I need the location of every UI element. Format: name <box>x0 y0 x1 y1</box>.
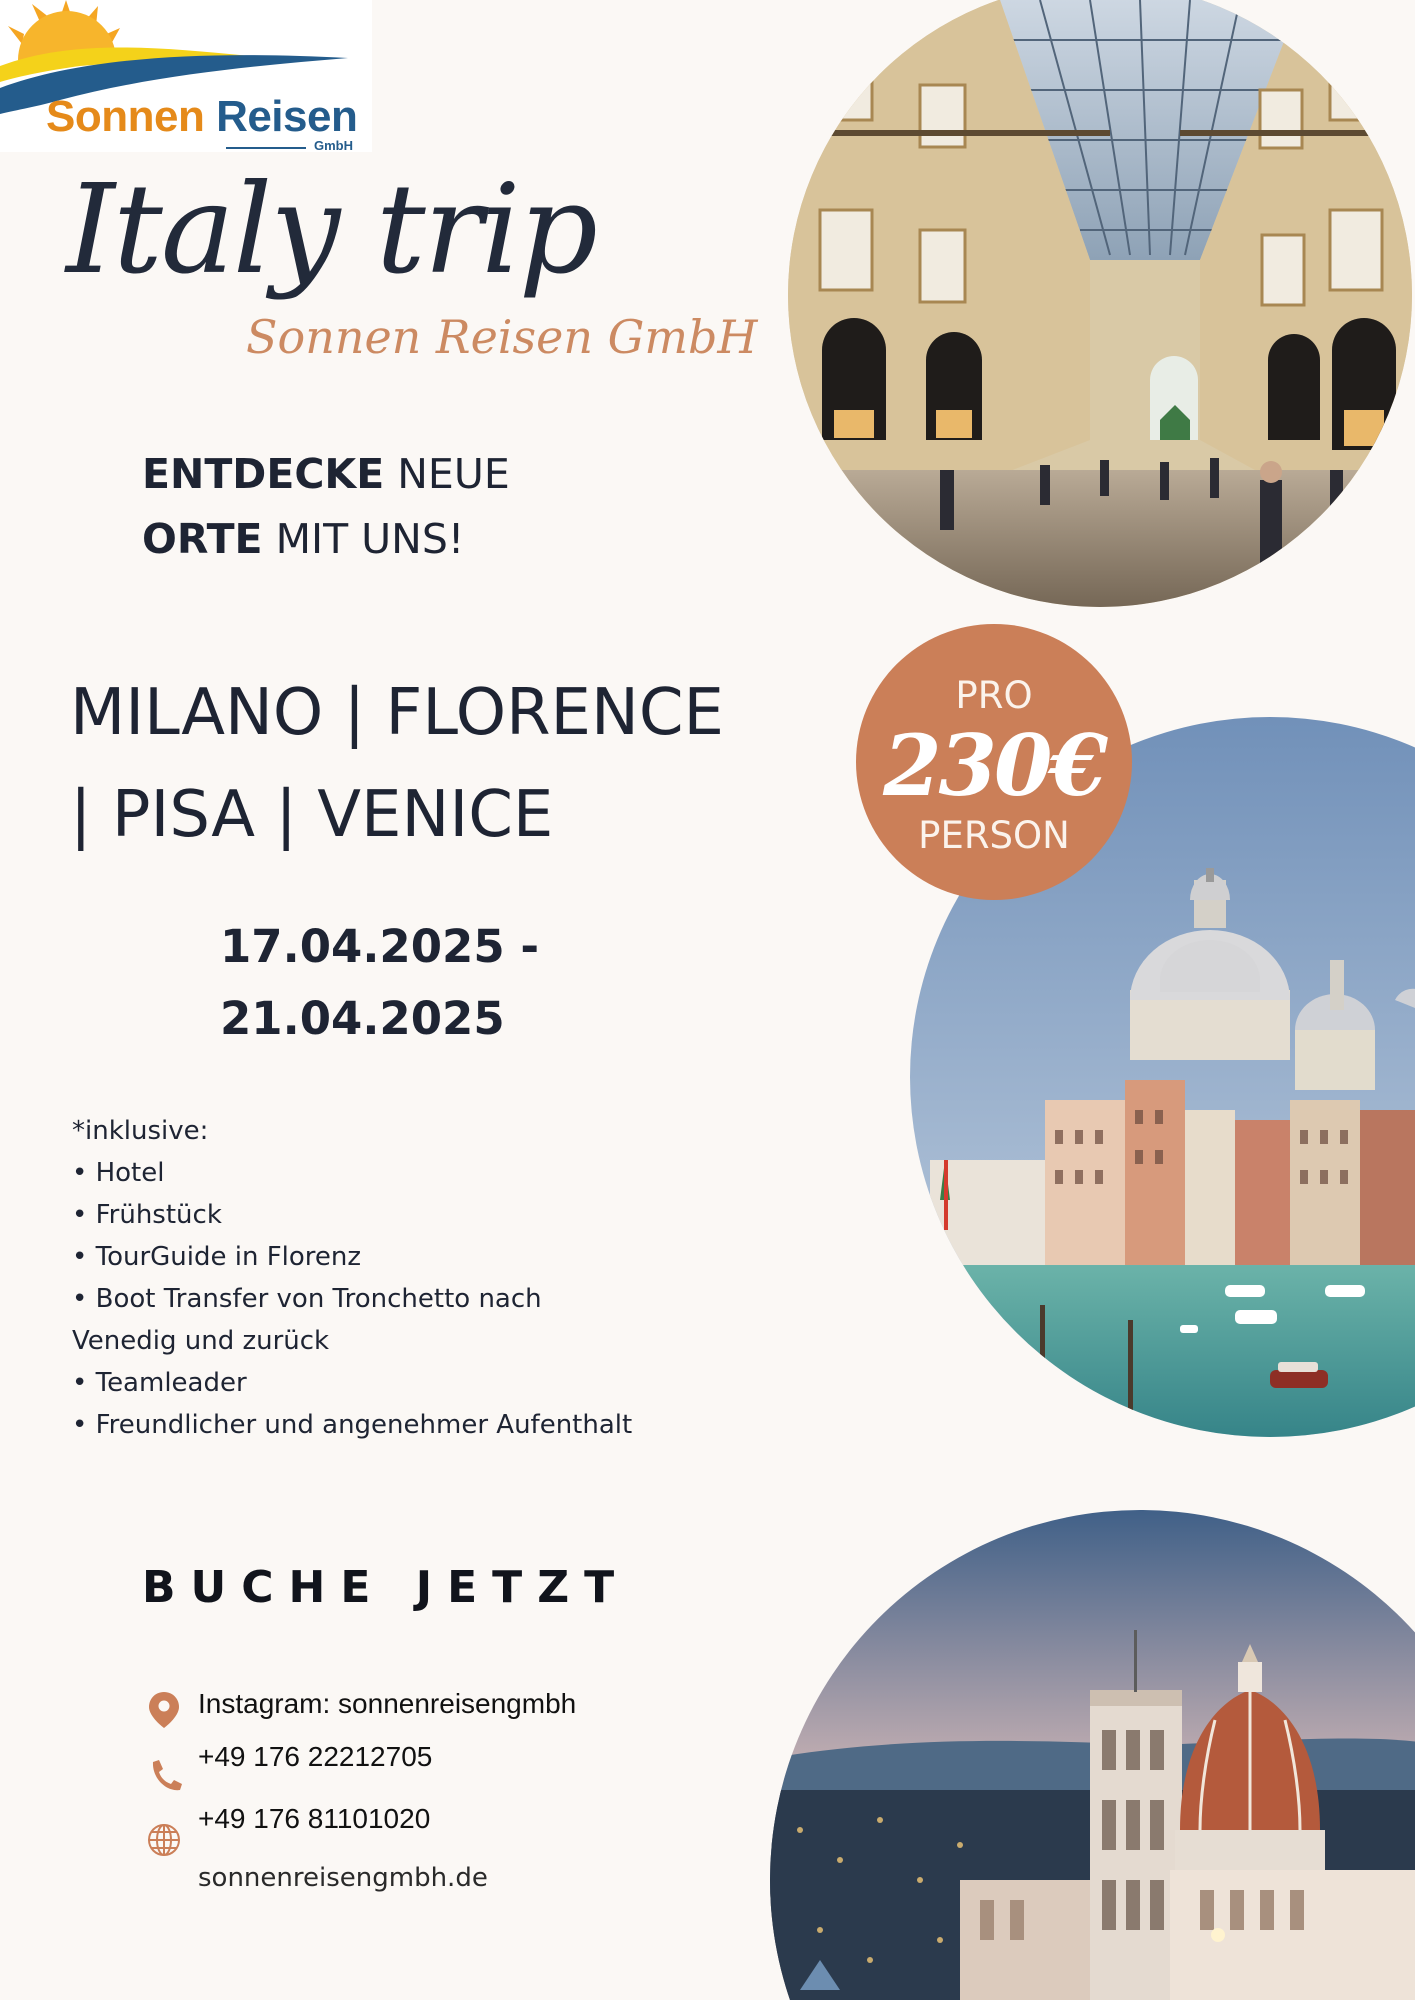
list-item: • TourGuide in Florenz <box>72 1242 362 1272</box>
florence-duomo-photo <box>760 1510 1415 2000</box>
logo-suffix: GmbH <box>314 138 353 152</box>
price-amount: 230€ <box>883 716 1105 815</box>
price-badge <box>856 624 1132 900</box>
list-item: • Boot Transfer von Tronchetto nach <box>72 1284 542 1314</box>
location-pin-icon <box>146 1690 182 1730</box>
price-badge-prefix: PRO <box>955 674 1033 717</box>
list-item: • Freundlicher und angenehmer Aufenthalt <box>72 1410 633 1440</box>
globe-icon <box>146 1820 182 1860</box>
phone-number-1[interactable]: +49 176 22212705 <box>198 1741 433 1772</box>
list-item: • Hotel <box>72 1158 165 1188</box>
galleria-milano-photo <box>780 0 1415 610</box>
instagram-handle[interactable]: Instagram: sonnenreisengmbh <box>198 1688 577 1719</box>
page-subtitle: Sonnen Reisen GmbH <box>246 310 758 364</box>
book-now-heading: BUCHE JETZT <box>142 1562 630 1613</box>
logo-wordmark: Sonnen Reisen <box>46 92 358 141</box>
price-badge-suffix: PERSON <box>918 814 1070 857</box>
list-item: • Teamleader <box>72 1368 247 1398</box>
list-item: • Frühstück <box>72 1200 222 1230</box>
destinations-line-1: MILANO | FLORENCE <box>70 676 724 750</box>
tagline-line-2: ORTE MIT UNS! <box>142 515 465 563</box>
phone-number-2[interactable]: +49 176 81101020 <box>198 1803 431 1834</box>
trip-start-date: 17.04.2025 - <box>220 920 540 973</box>
website-link[interactable]: sonnenreisengmbh.de <box>198 1863 488 1893</box>
phone-icon <box>146 1756 182 1796</box>
inclusions-heading: *inklusive: <box>72 1116 209 1146</box>
tagline-line-1: ENTDECKE NEUE <box>142 450 510 498</box>
destinations-line-2: | PISA | VENICE <box>70 778 554 852</box>
trip-end-date: 21.04.2025 <box>220 992 505 1045</box>
list-item: Venedig und zurück <box>72 1326 330 1356</box>
company-logo <box>0 0 372 152</box>
inclusions-list <box>72 1110 632 1446</box>
page-title: Italy trip <box>66 158 597 302</box>
